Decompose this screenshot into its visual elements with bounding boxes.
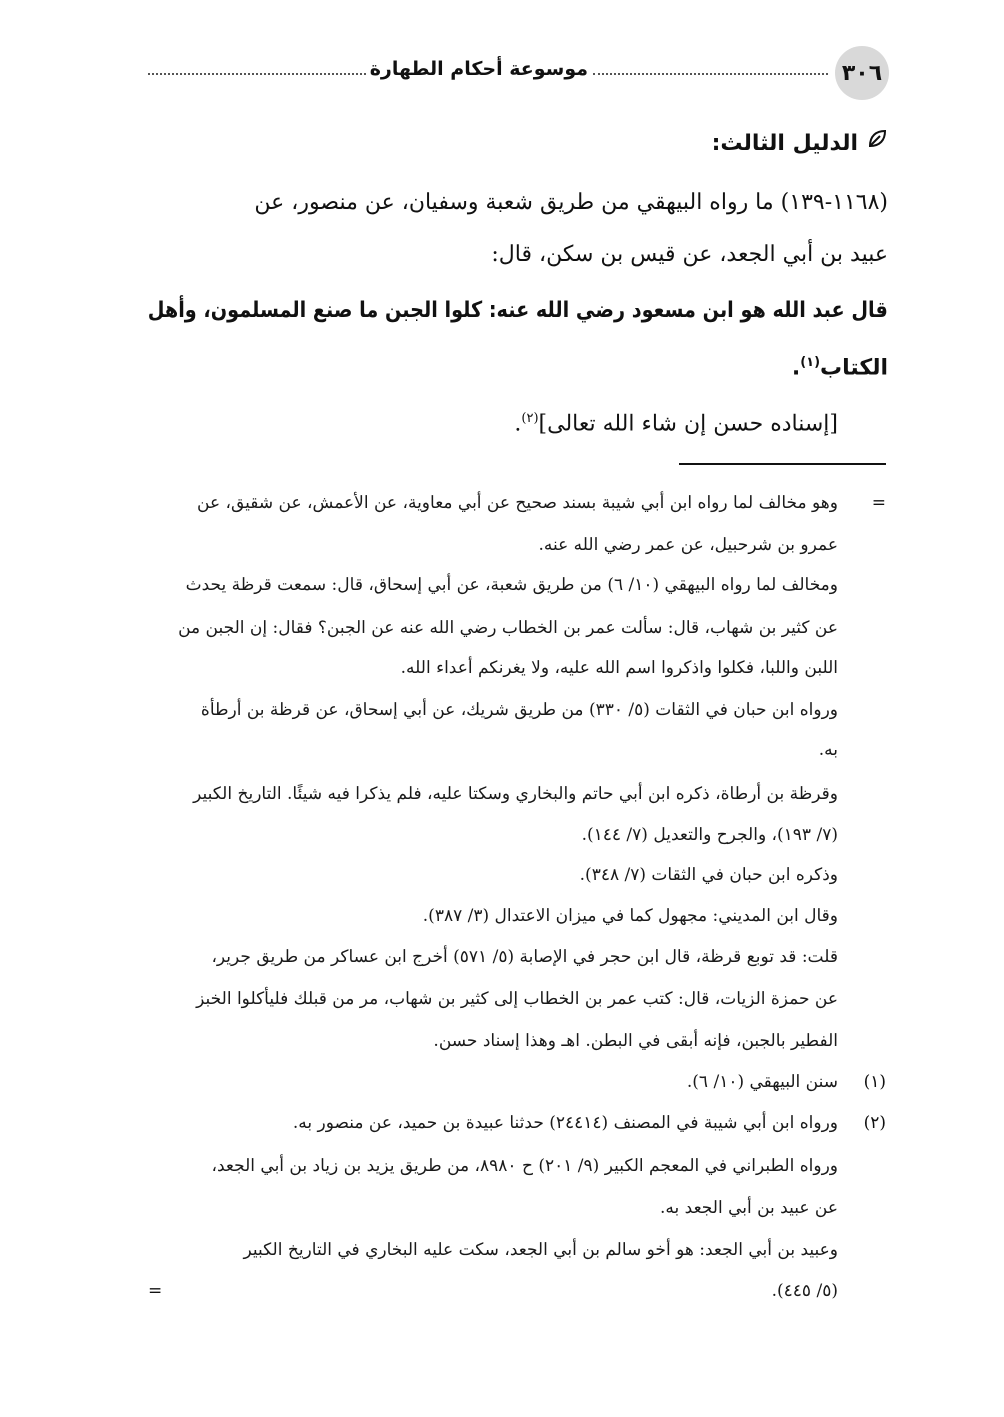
- isnad-grade: [514, 404, 838, 439]
- isnad-text: [إسناده حسن إن شاء الله تعالى]: [538, 411, 838, 437]
- paragraph-line: (١١٦٨-١٣٩) ما رواه البيهقي من طريق شعبة وسفيان، عن منصور، عن: [254, 190, 888, 215]
- continuation-marker: =: [148, 1281, 163, 1301]
- header-dotted-leader: [593, 73, 828, 75]
- quote-text: الكتاب: [820, 355, 888, 381]
- footnote-line: عن عبيد بن أبي الجعد به.: [660, 1198, 838, 1218]
- isnad-end: .: [514, 411, 522, 437]
- quote-line: قال عبد الله هو ابن مسعود رضي الله عنه: كلوا الجبن ما صنع المسلمون، وأهل: [147, 298, 888, 323]
- footnote-ref[interactable]: (١): [800, 355, 821, 370]
- quote-line: [792, 348, 888, 383]
- leaf-ornament-icon-svg: [866, 128, 888, 150]
- continuation-marker: =: [871, 493, 886, 513]
- footnote-line: (٧/ ١٩٣)، والجرح والتعديل (٧/ ١٤٤).: [581, 825, 838, 845]
- footnote-line: وذكره ابن حبان في الثقات (٧/ ٣٤٨).: [579, 865, 838, 885]
- heading-text: الدليل الثالث:: [711, 131, 858, 156]
- footnote-number: (٢): [863, 1113, 886, 1133]
- footnote-line: وقال ابن المديني: مجهول كما في ميزان الاعتدال (٣/ ٣٨٧).: [422, 906, 838, 926]
- footnote-line: ورواه ابن أبي شيبة في المصنف (٢٤٤١٤) حدثنا عبيدة بن حميد، عن منصور به.: [292, 1113, 838, 1133]
- footnote-line: سنن البيهقي (١٠/ ٦).: [686, 1072, 838, 1092]
- footnote-line: وقرظة بن أرطاة، ذكره ابن أبي حاتم والبخاري وسكتا عليه، فلم يذكرا فيه شيئًا. التاريخ الكبير: [193, 784, 838, 804]
- page-number-badge: [835, 46, 889, 100]
- footnote-line: عمرو بن شرحبيل، عن عمر رضي الله عنه.: [538, 535, 838, 555]
- footnote-line: به.: [818, 740, 838, 760]
- footnote-line: اللبن واللبا، فكلوا واذكروا اسم الله عليه، ولا يغرنكم أعداء الله.: [400, 658, 838, 678]
- footnote-line: عن حمزة الزيات، قال: كتب عمر بن الخطاب إلى كثير بن شهاب، مر من قبلك فليأكلوا الخبز: [196, 989, 838, 1009]
- footnote-line: ورواه الطبراني في المعجم الكبير (٩/ ٢٠١) ح ٨٩٨٠، من طريق يزيد بن زياد بن أبي الجعد،: [211, 1156, 838, 1176]
- header-dotted-leader: [148, 73, 366, 75]
- footnote-line: قلت: قد توبع قرظة، قال ابن حجر في الإصابة (٥/ ٥٧١) أخرج ابن عساكر من طريق جرير،: [211, 947, 838, 967]
- footnote-number: (١): [863, 1072, 886, 1092]
- paragraph-line: عبيد بن أبي الجعد، عن قيس بن سكن، قال:: [491, 242, 888, 267]
- footnote-separator: [679, 463, 886, 465]
- footnote-line: عن كثير بن شهاب، قال: سألت عمر بن الخطاب رضي الله عنه عن الجبن؟ فقال: إن الجبن من: [178, 618, 838, 638]
- quote-end: .: [791, 355, 801, 381]
- footnote-line: وهو مخالف لما رواه ابن أبي شيبة بسند صحيح عن أبي معاوية، عن الأعمش، عن شقيق، عن: [197, 493, 838, 513]
- footnote-line: ورواه ابن حبان في الثقات (٥/ ٣٣٠) من طريق شريك، عن أبي إسحاق، عن قرظة بن أرطأة: [200, 700, 838, 720]
- section-heading: [712, 128, 888, 159]
- footnote-ref[interactable]: (٢): [521, 411, 539, 426]
- page-number: ٣٠٦: [841, 60, 883, 86]
- footnote-line: ومخالف لما رواه البيهقي (١٠/ ٦) من طريق شعبة، عن أبي إسحاق، قال: سمعت قرظة يحدث: [185, 575, 838, 595]
- footnote-line: وعبيد بن أبي الجعد: هو أخو سالم بن أبي الجعد، سكت عليه البخاري في التاريخ الكبير: [243, 1240, 838, 1260]
- leaf-ornament-icon: [866, 128, 888, 159]
- footnote-line: (٥/ ٤٤٥).: [771, 1281, 838, 1301]
- running-title: موسوعة أحكام الطهارة: [369, 58, 588, 80]
- footnote-line: الفطير بالجبن، فإنه أبقى في البطن. اهـ وهذا إسناد حسن.: [433, 1031, 838, 1051]
